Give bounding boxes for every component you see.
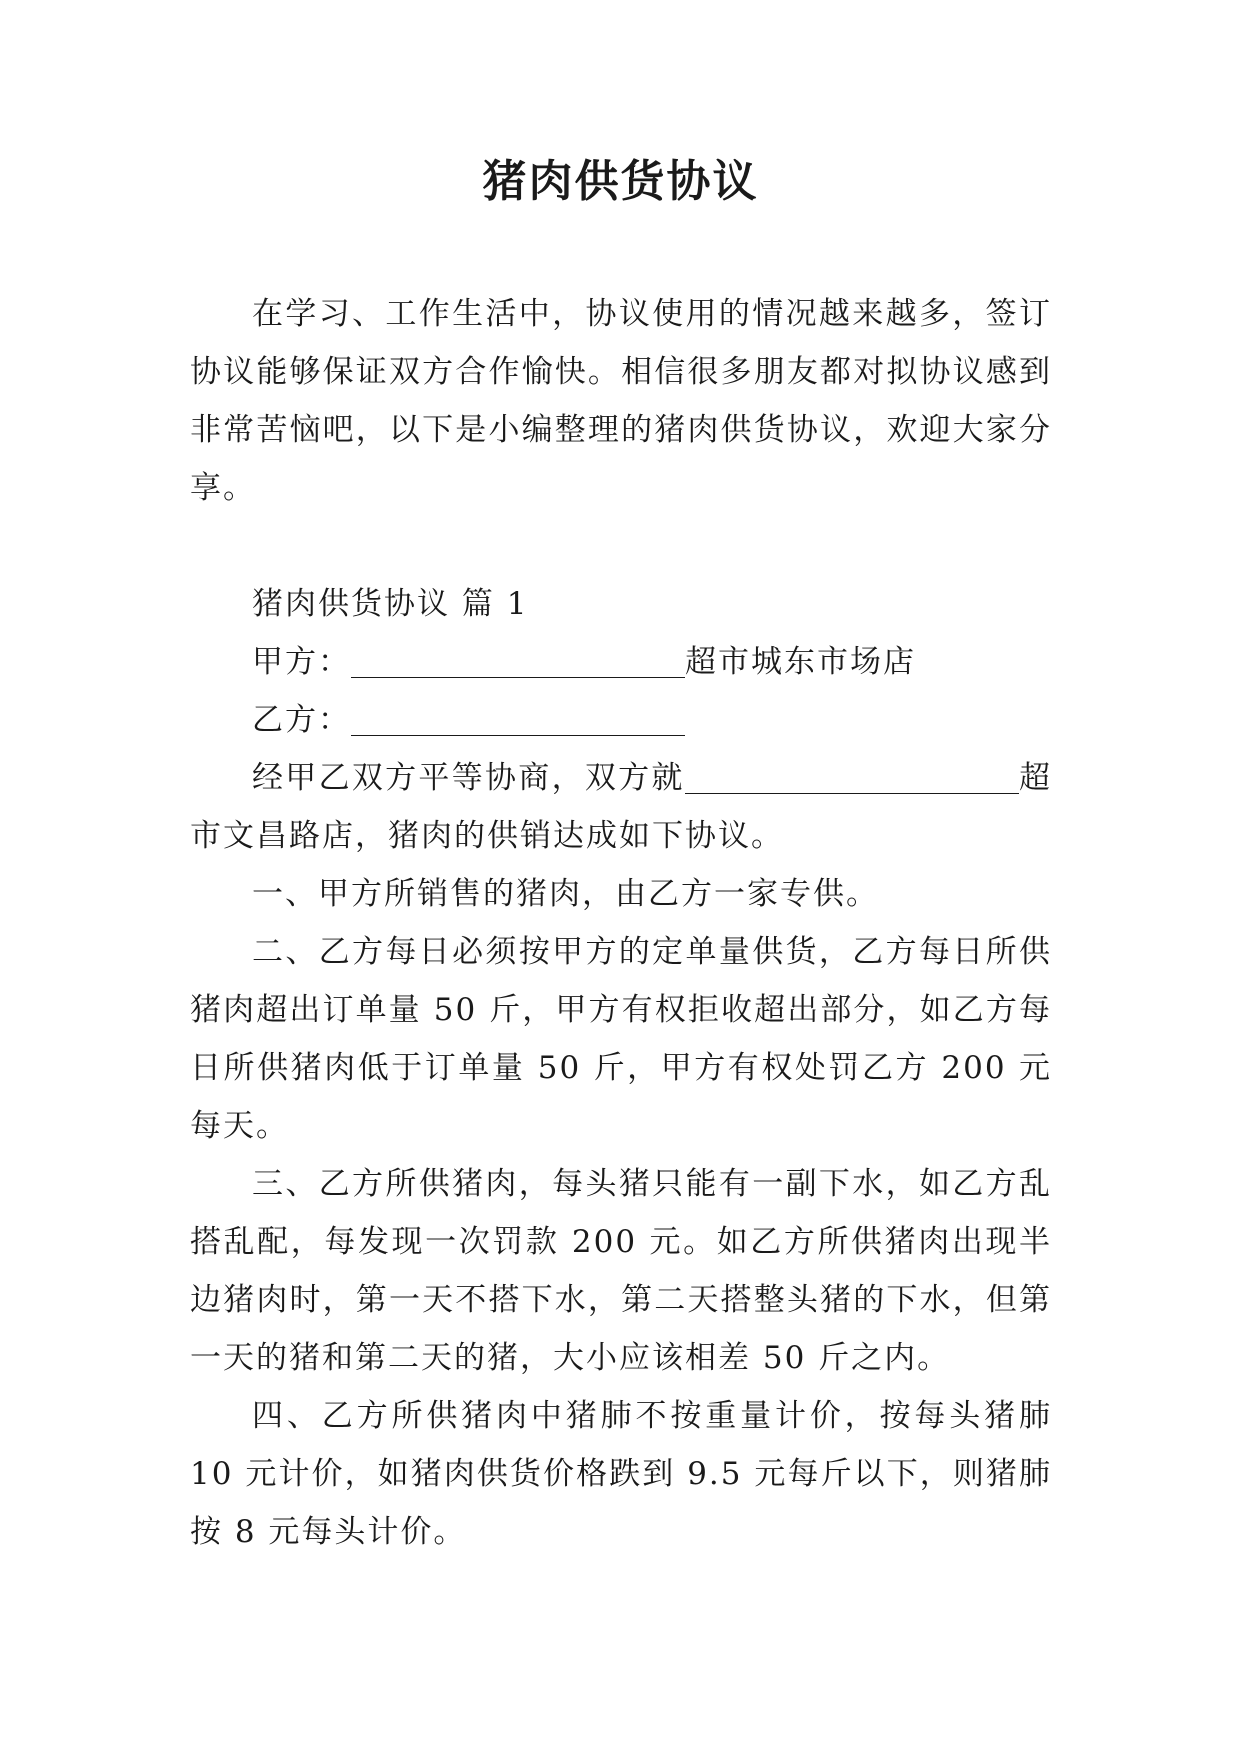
- consult-paragraph: [190, 749, 1052, 865]
- document-title: 猪肉供货协议: [482, 156, 759, 207]
- clause-2: 二、乙方每日必须按甲方的定单量供货，乙方每日所供猪肉超出订单量 50 斤，甲方有权拒收超出部分，如乙方每日所供猪肉低于订单量 50 斤，甲方有权处罚乙方 200 元每天。: [190, 934, 1052, 1144]
- party-a-store: 超市城东市场店: [685, 644, 916, 680]
- party-b-line: [190, 691, 1052, 749]
- intro-paragraph: 在学习、工作生活中，协议使用的情况越来越多，签订协议能够保证双方合作愉快。相信很多朋友都对拟协议感到非常苦恼吧，以下是小编整理的猪肉供货协议，欢迎大家分享。: [190, 296, 1052, 506]
- party-b-label: 乙方：: [252, 702, 351, 738]
- document-body: [190, 285, 1052, 1561]
- party-a-line: [190, 633, 1052, 691]
- section-heading: 猪肉供货协议 篇 1: [252, 586, 529, 622]
- clause-4: 四、乙方所供猪肉中猪肺不按重量计价，按每头猪肺 10 元计价，如猪肉供货价格跌到 9.5 元每斤以下，则猪肺按 8 元每头计价。: [190, 1398, 1052, 1550]
- paragraph-gap: [190, 517, 1052, 575]
- consult-suffix: 超市文昌路店，猪肉的供销达成如下协议。: [190, 760, 1053, 854]
- party-a-blank: [351, 643, 685, 678]
- party-b-blank: [351, 701, 685, 736]
- consult-prefix: 经甲乙双方平等协商，双方就: [252, 760, 685, 796]
- consult-blank: [685, 759, 1019, 794]
- clause-3: 三、乙方所供猪肉，每头猪只能有一副下水，如乙方乱搭乱配，每发现一次罚款 200 元。如乙方所供猪肉出现半边猪肉时，第一天不搭下水，第二天搭整头猪的下水，但第一天的猪和第二天的猪，大小应该相差 50 斤之内。: [190, 1166, 1052, 1376]
- party-a-label: 甲方：: [252, 644, 351, 680]
- clause-1: 一、甲方所销售的猪肉，由乙方一家专供。: [252, 876, 879, 912]
